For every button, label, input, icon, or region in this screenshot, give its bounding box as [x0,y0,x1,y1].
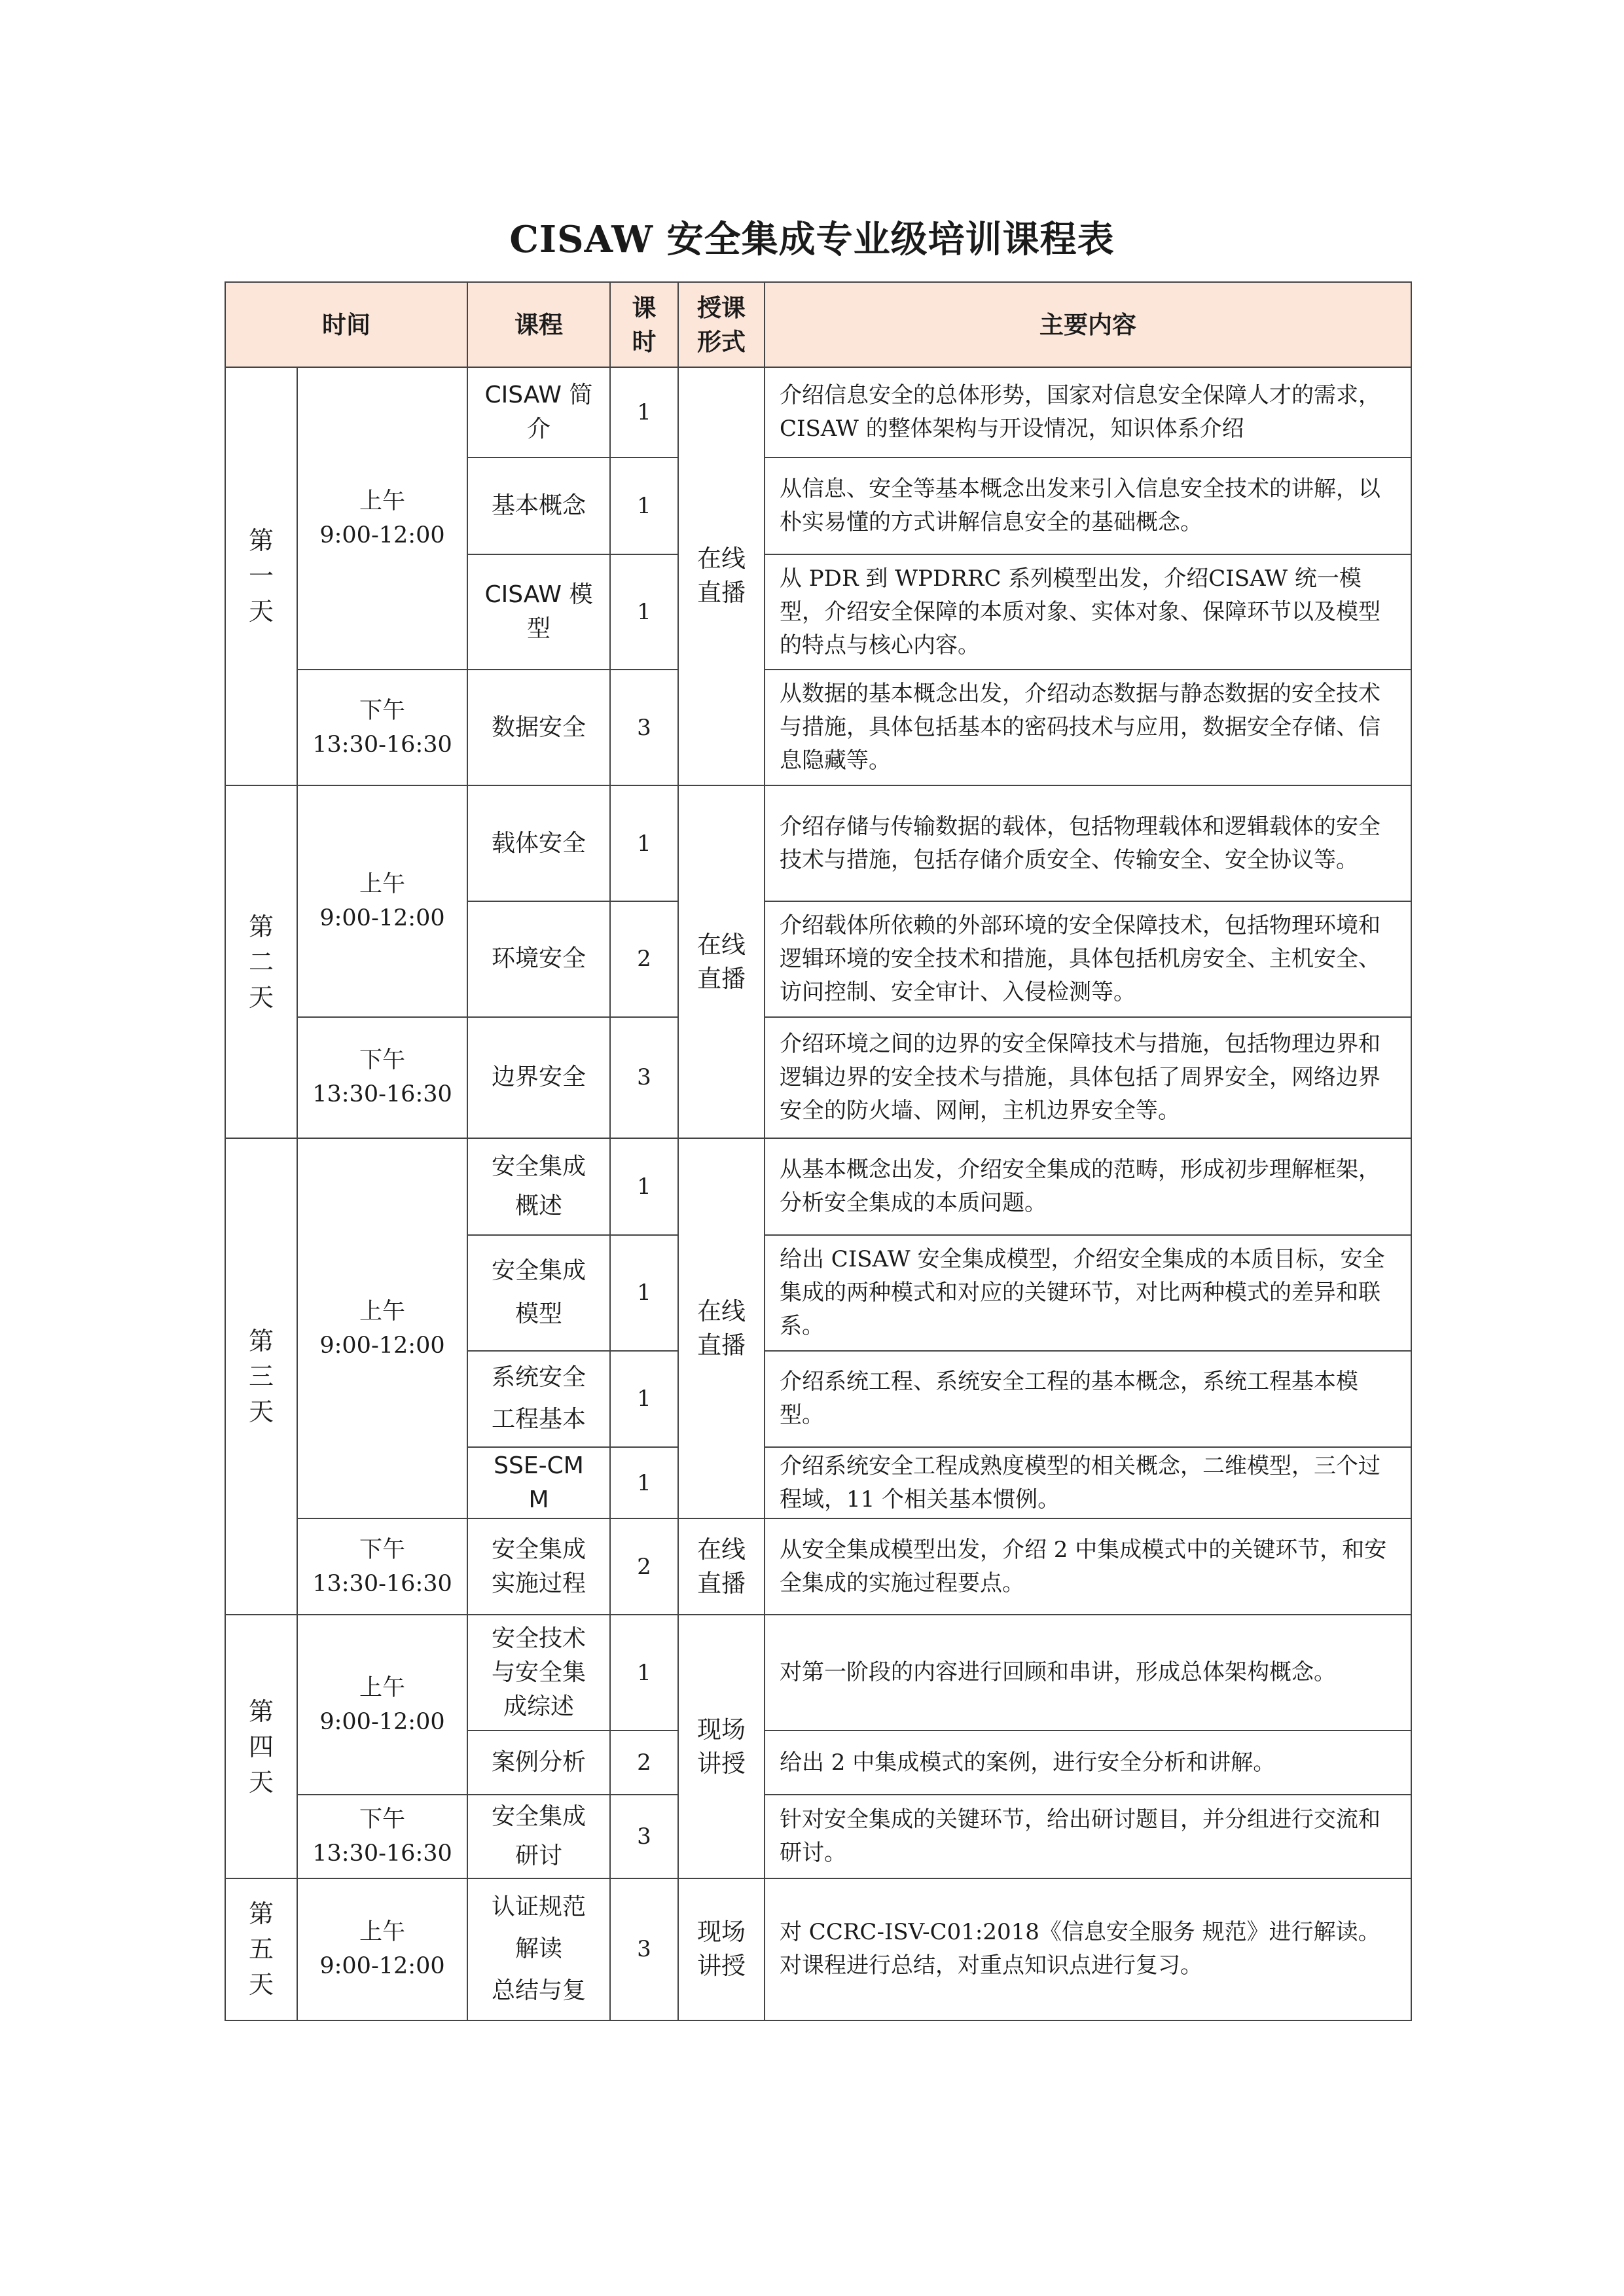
page-title: CISAW 安全集成专业级培训课程表 [509,218,1115,261]
header-mode-line1: 授课 [697,293,746,322]
course-cell [467,1878,610,2020]
content-cell: 介绍信息安全的总体形势，国家对信息安全保障人才的需求，CISAW 的整体架构与开设情况，知识体系介绍 [765,367,1411,458]
hours-cell: 1 [610,1235,678,1351]
day-2-char2: 二 [248,947,274,977]
course-cell: 案例分析 [467,1731,610,1795]
content-cell: 从信息、安全等基本概念出发来引入信息安全技术的讲解，以朴实易懂的方式讲解信息安全的基础概念。 [765,457,1411,554]
course-name-line3: 总结与复 [491,1977,586,2005]
table-row [225,785,1411,901]
header-course: 课程 [467,282,610,367]
course-name-line2: 解读 [514,1935,562,1963]
content-cell: 介绍载体所依赖的外部环境的安全保障技术，包括物理环境和逻辑环境的安全技术和措施，具体包括机房安全、主机安全、访问控制、安全审计、入侵检测等。 [765,901,1411,1017]
course-name-line1: CISAW 简 [484,381,593,408]
mode-cell [678,785,765,1138]
content-cell: 介绍系统工程、系统安全工程的基本概念，系统工程基本模型。 [765,1351,1411,1448]
table-row [225,1615,1411,1731]
content-cell: 介绍环境之间的边界的安全保障技术与措施，包括物理边界和逻辑边界的安全技术与措施，具体包括了周界安全，网络边界安全的防火墙、网闸，主机边界安全等。 [765,1017,1411,1139]
day-4-cell [225,1615,297,1878]
course-cell [467,1447,610,1518]
hours-cell: 1 [610,1351,678,1448]
time-slot-cell [297,1017,467,1139]
mode-line1: 在线 [697,1297,746,1325]
hours-cell: 3 [610,1795,678,1878]
day-1-cell [225,367,297,786]
content-cell: 对第一阶段的内容进行回顾和串讲，形成总体架构概念。 [765,1615,1411,1731]
course-cell: 载体安全 [467,785,610,901]
day-4-char3: 天 [248,1767,274,1797]
mode-line1: 现场 [697,1918,746,1946]
table-row [225,1138,1411,1235]
time-period-label: 上午 [359,870,405,897]
table-row [225,367,1411,458]
course-cell [467,367,610,458]
table-row [225,1878,1411,2020]
course-name-line2: 型 [526,615,550,643]
mode-line1: 在线 [697,1535,746,1564]
course-name-line2: 与安全集 [491,1659,586,1686]
hours-cell: 2 [610,1731,678,1795]
course-cell [467,554,610,670]
mode-cell [678,367,765,786]
time-slot-cell [297,1878,467,2020]
content-cell: 给出 CISAW 安全集成模型，介绍安全集成的本质目标，安全集成的两种模式和对应的关键环节，对比两种模式的差异和联系。 [765,1235,1411,1351]
course-cell: 边界安全 [467,1017,610,1139]
course-name-line1: 系统安全 [491,1364,586,1391]
mode-cell [678,1138,765,1518]
course-cell [467,1795,610,1878]
day-5-char3: 天 [248,1970,274,2000]
time-range: 13:30-16:30 [312,1570,452,1597]
mode-line1: 现场 [697,1715,746,1744]
mode-line2: 直播 [697,1569,746,1598]
hours-cell: 3 [610,1017,678,1139]
course-cell [467,1351,610,1448]
day-5-cell [225,1878,297,2020]
course-cell [467,1235,610,1351]
time-period-label: 下午 [359,1536,405,1563]
time-range: 9:00-12:00 [319,905,445,931]
content-cell: 从数据的基本概念出发，介绍动态数据与静态数据的安全技术与措施，具体包括基本的密码技术与应用，数据安全存储、信息隐藏等。 [765,670,1411,785]
time-range: 9:00-12:00 [319,1332,445,1359]
content-cell: 从 PDR 到 WPDRRC 系列模型出发，介绍CISAW 统一模型，介绍安全保障的本质对象、实体对象、保障环节以及模型的特点与核心内容。 [765,554,1411,670]
course-name-line2: 工程基本 [491,1406,586,1433]
course-name-line1: SSE-CM [494,1452,584,1479]
course-schedule-table [225,281,1412,2021]
time-slot-cell [297,367,467,670]
hours-cell: 1 [610,785,678,901]
time-range: 13:30-16:30 [312,1840,452,1867]
course-cell: 基本概念 [467,457,610,554]
day-1-char1: 第 [248,526,274,556]
time-range: 13:30-16:30 [312,731,452,758]
course-cell [467,1518,610,1615]
course-name-line2: 实施过程 [491,1570,586,1597]
header-hours-line1: 课 [632,293,657,322]
header-time: 时间 [225,282,467,367]
course-name-line1: 安全集成 [491,1153,586,1181]
day-1-char3: 天 [248,597,274,626]
time-slot-cell [297,670,467,785]
mode-cell [678,1615,765,1878]
day-3-char3: 天 [248,1397,274,1427]
time-slot-cell [297,1795,467,1878]
time-period-label: 上午 [359,1674,405,1701]
time-range: 9:00-12:00 [319,1708,445,1735]
table-row [225,1518,1411,1615]
mode-line1: 在线 [697,545,746,573]
time-period-label: 下午 [359,697,405,724]
time-period-label: 上午 [359,1298,405,1325]
course-cell: 数据安全 [467,670,610,785]
header-mode-line2: 形式 [697,327,746,356]
time-slot-cell [297,1518,467,1615]
hours-cell: 2 [610,901,678,1017]
table-row [225,1017,1411,1139]
content-cell: 针对安全集成的关键环节，给出研讨题目，并分组进行交流和研讨。 [765,1795,1411,1878]
course-name-line2: 研讨 [514,1842,562,1870]
time-range: 13:30-16:30 [312,1081,452,1108]
content-cell: 从安全集成模型出发，介绍 2 中集成模式中的关键环节，和安全集成的实施过程要点。 [765,1518,1411,1615]
day-5-char1: 第 [248,1899,274,1929]
day-2-cell [225,785,297,1138]
content-cell: 从基本概念出发，介绍安全集成的范畴，形成初步理解框架，分析安全集成的本质问题。 [765,1138,1411,1235]
time-range: 9:00-12:00 [319,522,445,548]
header-row [225,282,1411,367]
day-3-char1: 第 [248,1327,274,1356]
day-3-char2: 三 [248,1362,274,1391]
mode-line2: 讲授 [697,1952,746,1981]
hours-cell: 1 [610,1447,678,1518]
time-period-label: 下午 [359,1806,405,1833]
course-name-line1: 安全技术 [491,1624,586,1652]
course-name-line2: M [528,1486,549,1513]
course-name-line1: 安全集成 [491,1257,586,1285]
time-range: 9:00-12:00 [319,1953,445,1980]
hours-cell: 1 [610,1615,678,1731]
header-hours [610,282,678,367]
mode-cell [678,1878,765,2020]
course-cell: 环境安全 [467,901,610,1017]
course-cell [467,1138,610,1235]
hours-cell: 1 [610,367,678,458]
mode-line2: 直播 [697,579,746,607]
course-cell [467,1615,610,1731]
hours-cell: 1 [610,457,678,554]
course-name-line1: CISAW 模 [484,581,593,609]
content-cell: 介绍存储与传输数据的载体，包括物理载体和逻辑载体的安全技术与措施，包括存储介质安全、传输安全、安全协议等。 [765,785,1411,901]
day-3-cell [225,1138,297,1615]
time-period-label: 下午 [359,1047,405,1074]
hours-cell: 2 [610,1518,678,1615]
day-4-char2: 四 [248,1732,274,1761]
day-1-char2: 一 [248,562,274,591]
header-mode [678,282,765,367]
content-cell: 给出 2 中集成模式的案例，进行安全分析和讲解。 [765,1731,1411,1795]
course-name-line2: 模型 [514,1300,562,1328]
time-slot-cell [297,1138,467,1518]
time-period-label: 上午 [359,1919,405,1946]
content-line2: 对课程进行总结，对重点知识点进行复习。 [780,1952,1202,1979]
time-slot-cell [297,785,467,1016]
time-slot-cell [297,1615,467,1795]
header-hours-line2: 时 [632,327,657,356]
course-name-line1: 认证规范 [491,1893,586,1921]
mode-line2: 直播 [697,1331,746,1359]
hours-cell: 1 [610,554,678,670]
content-line1: 对 CCRC-ISV-C01:2018《信息安全服务 规范》进行解读。 [780,1919,1380,1946]
course-name-line2: 介 [526,415,550,442]
course-name-line1: 安全集成 [491,1535,586,1563]
hours-cell: 3 [610,670,678,785]
mode-line2: 讲授 [697,1749,746,1778]
hours-cell: 1 [610,1138,678,1235]
header-content: 主要内容 [765,282,1411,367]
day-5-char2: 五 [248,1935,274,1964]
table-row [225,1795,1411,1878]
mode-cell [678,1518,765,1615]
mode-line2: 直播 [697,964,746,993]
content-cell: 介绍系统安全工程成熟度模型的相关概念，二维模型，三个过程域，11 个相关基本惯例。 [765,1447,1411,1518]
time-period-label: 上午 [359,488,405,514]
course-name-line1: 安全集成 [491,1803,586,1831]
course-name-line3: 成综述 [503,1693,574,1720]
day-4-char1: 第 [248,1696,274,1726]
day-2-char3: 天 [248,982,274,1012]
content-cell [765,1878,1411,2020]
mode-line1: 在线 [697,930,746,959]
table-row [225,670,1411,785]
hours-cell: 3 [610,1878,678,2020]
course-name-line2: 概述 [514,1193,562,1220]
day-2-char1: 第 [248,912,274,941]
